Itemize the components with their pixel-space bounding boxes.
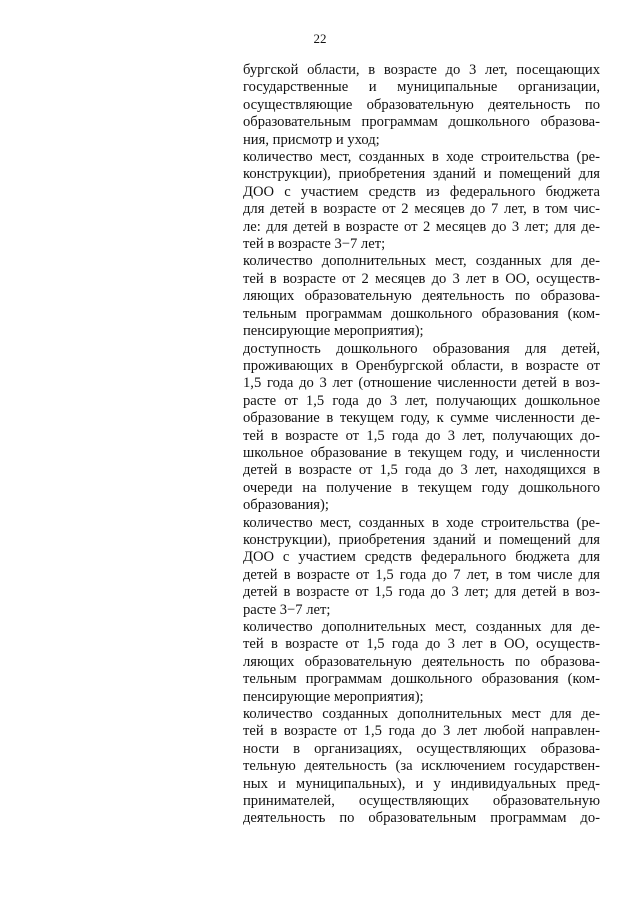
text-line: ле: для детей в возрасте от 2 месяцев до 3 лет; для де- <box>243 218 600 235</box>
text-line: ности в организациях, осуществляющих образова- <box>243 740 600 757</box>
text-line: количество созданных дополнительных мест для де- <box>243 706 600 723</box>
text-line: образования); <box>243 497 329 514</box>
text-line: детей в возрасте от 1,5 года до 3 лет; для детей в воз- <box>243 584 600 601</box>
body-text <box>243 62 600 828</box>
text-line: доступность дошкольного образования для детей, <box>243 340 600 357</box>
text-line: тей в возрасте от 1,5 года до 3 лет любой направлен- <box>243 723 600 740</box>
text-line: тей в возрасте 3−7 лет; <box>243 236 386 253</box>
text-line: тельным программам дошкольного образования (ком- <box>243 671 600 688</box>
text-line: государственные и муниципальные организации, <box>243 79 600 96</box>
text-line: ния, присмотр и уход; <box>243 131 380 148</box>
page-number: 22 <box>313 31 327 46</box>
text-line: образование в текущем году, к сумме численности де- <box>243 410 600 427</box>
text-line: проживающих в Оренбургской области, в возрасте от <box>243 357 600 374</box>
text-line: тельным программам дошкольного образования (ком- <box>243 305 600 322</box>
text-line: количество мест, созданных в ходе строительства (ре- <box>243 149 600 166</box>
text-line: тей в возрасте от 1,5 года до 3 лет, получающих до- <box>243 427 600 444</box>
text-line: ляющих образовательную деятельность по образова- <box>243 288 600 305</box>
text-line: пенсирующие мероприятия); <box>243 323 424 340</box>
text-line: деятельность по образовательным программам до- <box>243 810 600 827</box>
text-line: бургской области, в возрасте до 3 лет, посещающих <box>243 62 600 78</box>
text-line: образовательным программам дошкольного образова- <box>243 114 600 131</box>
text-line: школьное образование в текущем году, и численности <box>243 444 600 461</box>
text-line: количество дополнительных мест, созданных для де- <box>243 619 600 635</box>
text-line: конструкции), приобретения зданий и помещений для <box>243 166 600 183</box>
text-line: принимателей, осуществляющих образовательную <box>243 793 600 810</box>
text-line: ДОО с участием средств из федерального бюджета <box>243 183 600 200</box>
text-line: ляющих образовательную деятельность по образова- <box>243 653 600 670</box>
text-line: конструкции), приобретения зданий и помещений для <box>243 531 600 548</box>
text-line: очереди на получение в текущем году дошкольного <box>243 479 600 496</box>
text-line: детей в возрасте от 1,5 года до 7 лет, в том числе для <box>243 566 600 583</box>
text-line: 1,5 года до 3 лет (отношение численности детей в воз- <box>243 375 600 392</box>
text-line: тей в возрасте от 2 месяцев до 3 лет в ОО, осуществ- <box>243 270 600 287</box>
text-line: количество дополнительных мест, созданных для де- <box>243 253 600 270</box>
text-line: тей в возрасте от 1,5 года до 3 лет в ОО, осуществ- <box>243 636 600 653</box>
text-line: пенсирующие мероприятия); <box>243 688 424 705</box>
text-line: ных и муниципальных), и у индивидуальных пред- <box>243 775 600 792</box>
text-line: осуществляющие образовательную деятельность по <box>243 96 600 113</box>
text-line: расте от 1,5 года до 3 лет, получающих дошкольное <box>243 392 600 409</box>
text-line: расте 3−7 лет; <box>243 601 331 618</box>
text-line: ДОО с участием средств федерального бюджета для <box>243 549 600 566</box>
text-line: количество мест, созданных в ходе строительства (ре- <box>243 514 600 531</box>
text-line: для детей в возрасте от 2 месяцев до 7 лет, в том чис- <box>243 201 600 218</box>
text-line: тельную деятельность (за исключением государствен- <box>243 758 600 775</box>
text-line: детей в возрасте от 1,5 года до 3 лет, находящихся в <box>243 462 600 479</box>
